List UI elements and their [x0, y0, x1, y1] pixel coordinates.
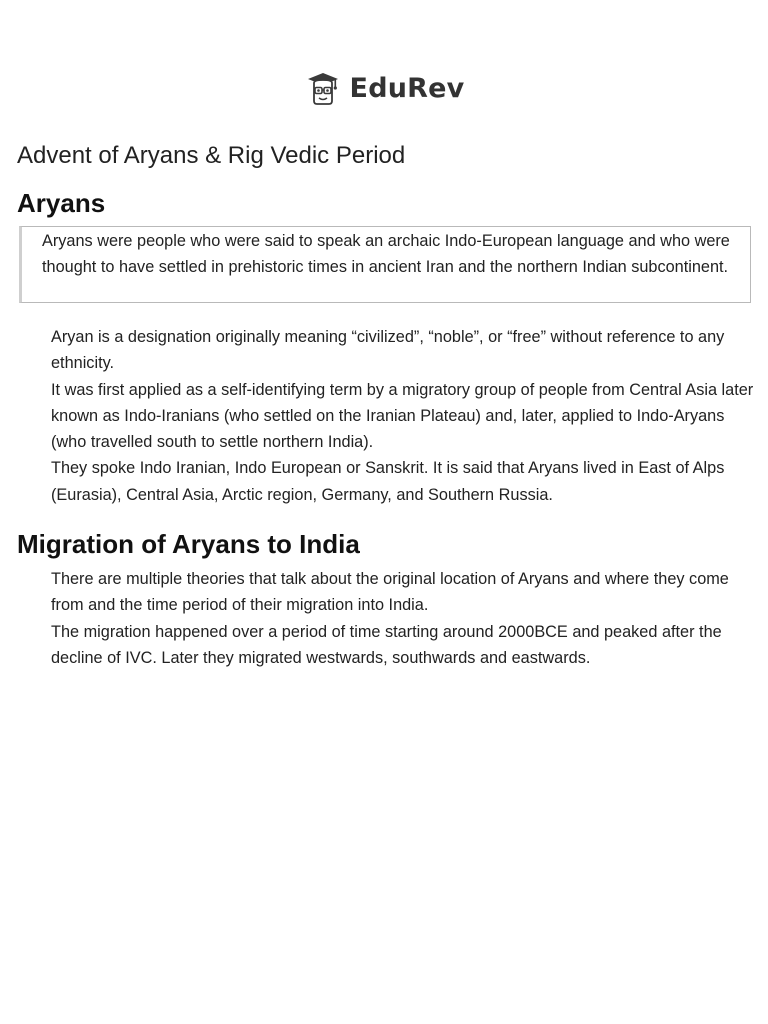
- aryans-definition-text: Aryans were people who were said to speak an archaic Indo-European language and who were thought to have settled in prehistoric times in ancient Iran and the northern Indian subcontinent.: [42, 232, 730, 277]
- paragraph: There are multiple theories that talk about the original location of Aryans and where they come from and the time period of their migration into India.: [51, 570, 729, 615]
- paragraph: The migration happened over a period of time starting around 2000BCE and peaked after the decline of IVC. Later they migrated westwards, southwards and eastwards.: [51, 622, 722, 667]
- section-heading-migration: Migration of Aryans to India: [17, 529, 360, 559]
- aryans-paragraphs: [51, 324, 756, 508]
- section-heading-aryans: Aryans: [17, 188, 106, 218]
- migration-paragraphs: [51, 566, 756, 671]
- paragraph: Aryan is a designation originally meaning “civilized”, “noble”, or “free” without reference to any ethnicity.: [51, 328, 725, 373]
- paragraph: They spoke Indo Iranian, Indo European or Sanskrit. It is said that Aryans lived in East of Alps (Eurasia), Central Asia, Arctic region, Germany, and Southern Russia.: [51, 459, 725, 504]
- brand-name: EduRev: [349, 72, 465, 104]
- document-title: Advent of Aryans & Rig Vedic Period: [17, 142, 406, 169]
- paragraph: It was first applied as a self-identifying term by a migratory group of people from Central Asia later known as Indo-Iranians (who settled on the Iranian Plateau) and, later, applied to Indo-Aryans (who travelled south to settle northern India).: [51, 380, 754, 452]
- aryans-definition-box: [19, 226, 751, 303]
- graduation-cap-mascot-icon: [304, 70, 342, 106]
- edurev-logo: [0, 70, 768, 106]
